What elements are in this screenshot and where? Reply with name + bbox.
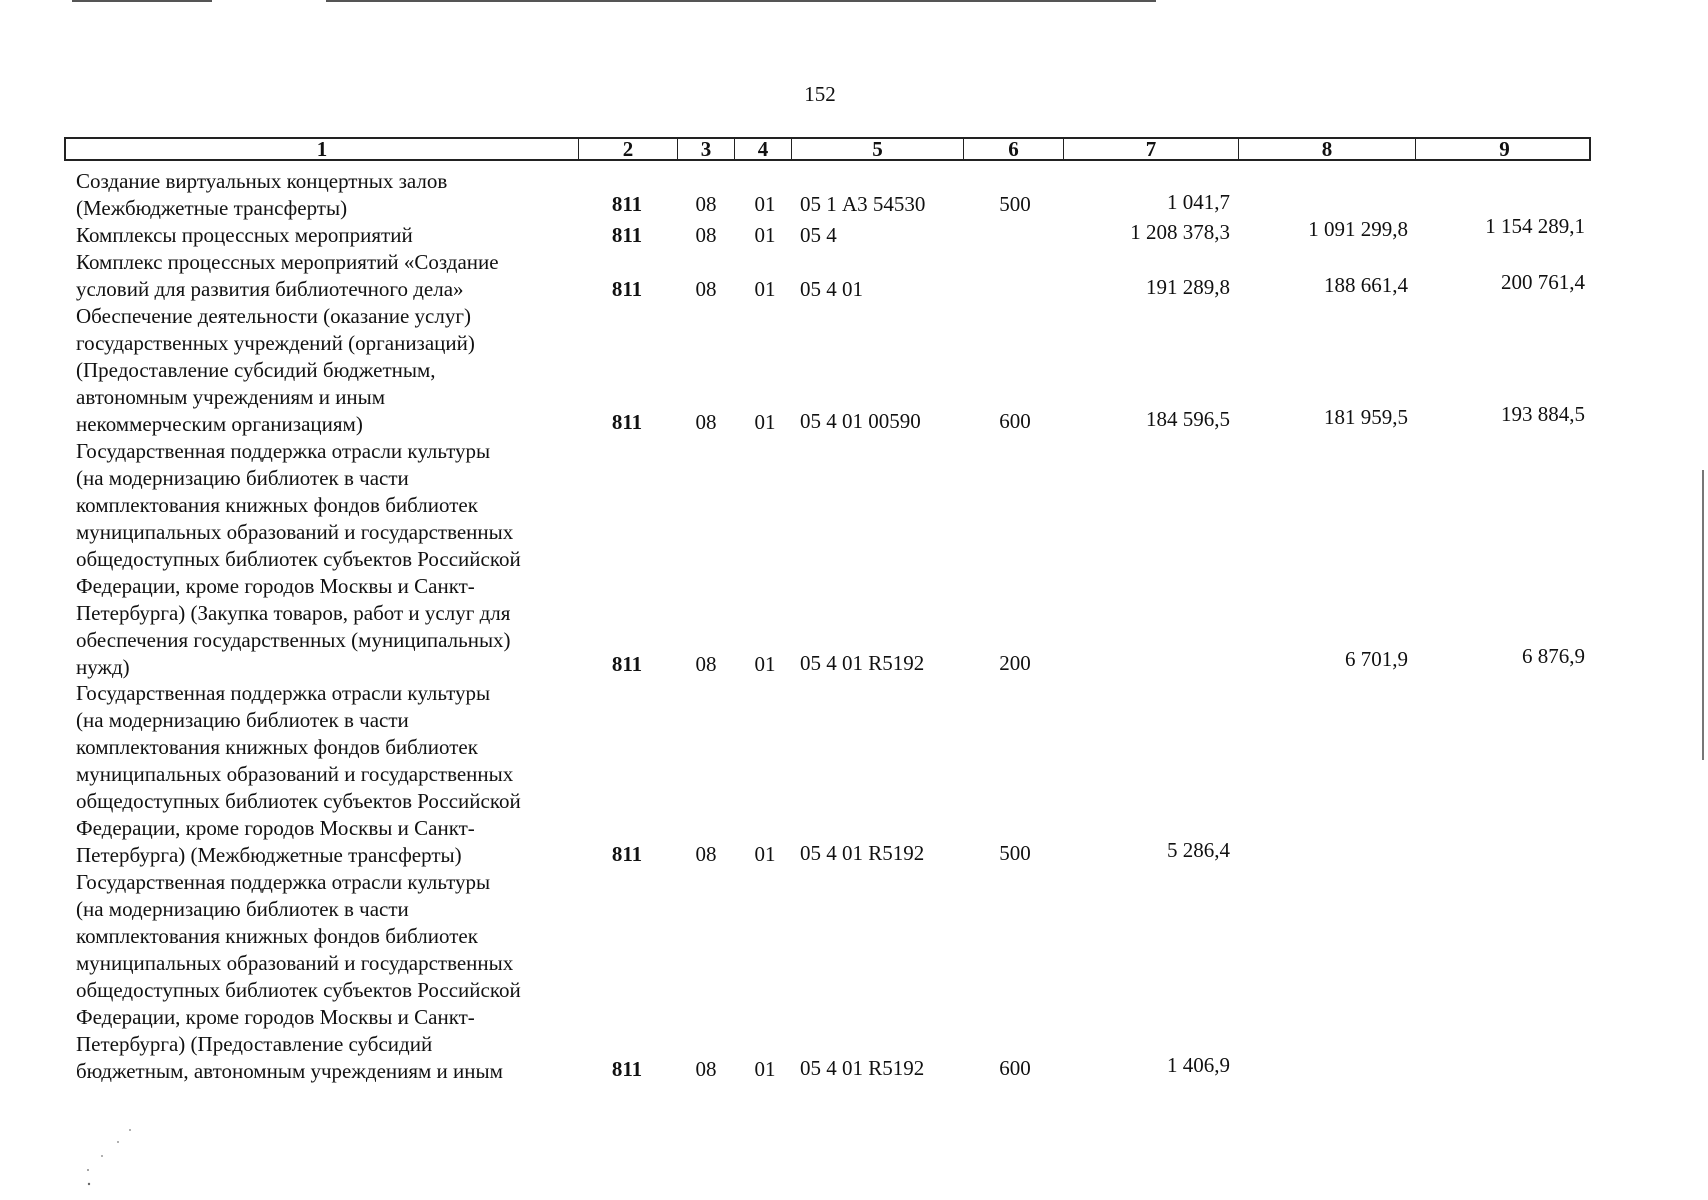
cell-col-9: 6 876,9	[1522, 644, 1585, 668]
page-number: 152	[804, 82, 836, 106]
table-header-row	[64, 137, 1591, 161]
cell-col-3: 08	[695, 1057, 717, 1081]
column-header-5: 5	[791, 139, 963, 159]
cell-col-5: 05 1 А3 54530	[800, 192, 926, 216]
cell-col-9: 193 884,5	[1501, 402, 1585, 426]
cell-col-9: 200 761,4	[1501, 270, 1585, 294]
row-description: Государственная поддержка отрасли культуры (на модернизацию библиотек в части комплектования книжных фондов библиотек муниципальных образований и государственных общедоступных библиотек субъектов Российской Федерации, кроме городов Москвы и Санкт- Петербурга) (Предоставление субсидий бюджетным, автономным учреждениям и иным	[76, 870, 521, 1083]
cell-col-6: 500	[999, 841, 1031, 865]
column-header-7: 7	[1063, 139, 1238, 159]
cell-col-2: 811	[611, 410, 643, 434]
cell-col-7: 1 041,7	[1167, 190, 1230, 214]
cell-col-5: 05 4 01 00590	[800, 409, 921, 433]
row-description: Комплекс процессных мероприятий «Создание условий для развития библиотечного дела»	[76, 250, 499, 301]
column-header-1: 1	[316, 137, 328, 161]
cell-col-9: 1 154 289,1	[1485, 214, 1585, 238]
column-header-8: 8	[1238, 139, 1415, 159]
column-header-2: 2	[578, 139, 677, 159]
cell-col-4: 01	[754, 192, 776, 216]
cell-col-2: 811	[611, 1057, 643, 1081]
cell-col-7: 1 406,9	[1167, 1053, 1230, 1077]
cell-col-8: 1 091 299,8	[1308, 217, 1408, 241]
cell-col-5: 05 4 01 R5192	[800, 841, 925, 865]
cell-col-5: 05 4 01 R5192	[800, 651, 925, 675]
cell-col-3: 08	[695, 277, 717, 301]
cell-col-6: 600	[999, 409, 1031, 433]
column-header-9: 9	[1415, 139, 1593, 159]
column-header-3: 3	[677, 139, 734, 159]
cell-col-4: 01	[754, 652, 776, 676]
cell-col-8: 181 959,5	[1324, 405, 1408, 429]
page-top-rule-right	[326, 0, 1156, 2]
cell-col-3: 08	[695, 192, 717, 216]
cell-col-3: 08	[695, 410, 717, 434]
cell-col-6: 500	[999, 192, 1031, 216]
row-description: Обеспечение деятельности (оказание услуг) государственных учреждений (организаций) (Предоставление субсидий бюджетным, автономным учреждениям и иным некоммерческим организациям)	[76, 304, 475, 436]
cell-col-2: 811	[611, 223, 643, 247]
cell-col-5: 05 4	[800, 223, 837, 247]
cell-col-4: 01	[754, 277, 776, 301]
cell-col-3: 08	[695, 223, 717, 247]
cell-col-7: 184 596,5	[1146, 407, 1230, 431]
row-description: Государственная поддержка отрасли культуры (на модернизацию библиотек в части комплектования книжных фондов библиотек муниципальных образований и государственных общедоступных библиотек субъектов Российской Федерации, кроме городов Москвы и Санкт- Петербурга) (Закупка товаров, работ и услуг для обеспечения государственных (муниципальных) нужд)	[76, 439, 521, 679]
cell-col-2: 811	[611, 652, 643, 676]
cell-col-5: 05 4 01 R5192	[800, 1056, 925, 1080]
cell-col-8: 188 661,4	[1324, 273, 1408, 297]
cell-col-4: 01	[754, 410, 776, 434]
row-description: Государственная поддержка отрасли культуры (на модернизацию библиотек в части комплектования книжных фондов библиотек муниципальных образований и государственных общедоступных библиотек субъектов Российской Федерации, кроме городов Москвы и Санкт- Петербурга) (Межбюджетные трансферты)	[76, 681, 521, 867]
cell-col-7: 191 289,8	[1146, 275, 1230, 299]
cell-col-7: 1 208 378,3	[1130, 220, 1230, 244]
column-header-4: 4	[734, 139, 791, 159]
cell-col-5: 05 4 01	[800, 277, 863, 301]
row-description: Создание виртуальных концертных залов (Межбюджетные трансферты)	[76, 169, 448, 220]
scan-noise-dots	[80, 1120, 140, 1190]
cell-col-2: 811	[611, 277, 643, 301]
cell-col-8: 6 701,9	[1345, 647, 1408, 671]
row-description: Комплексы процессных мероприятий	[76, 223, 413, 247]
column-header-6: 6	[963, 139, 1063, 159]
cell-col-4: 01	[754, 223, 776, 247]
cell-col-3: 08	[695, 652, 717, 676]
cell-col-3: 08	[695, 842, 717, 866]
cell-col-4: 01	[754, 1057, 776, 1081]
cell-col-4: 01	[754, 842, 776, 866]
cell-col-6: 600	[999, 1056, 1031, 1080]
scan-edge-line	[1702, 470, 1704, 760]
cell-col-2: 811	[611, 842, 643, 866]
cell-col-7: 5 286,4	[1167, 838, 1230, 862]
cell-col-2: 811	[611, 192, 643, 216]
cell-col-6: 200	[999, 651, 1031, 675]
page-top-rule-left	[72, 0, 212, 2]
